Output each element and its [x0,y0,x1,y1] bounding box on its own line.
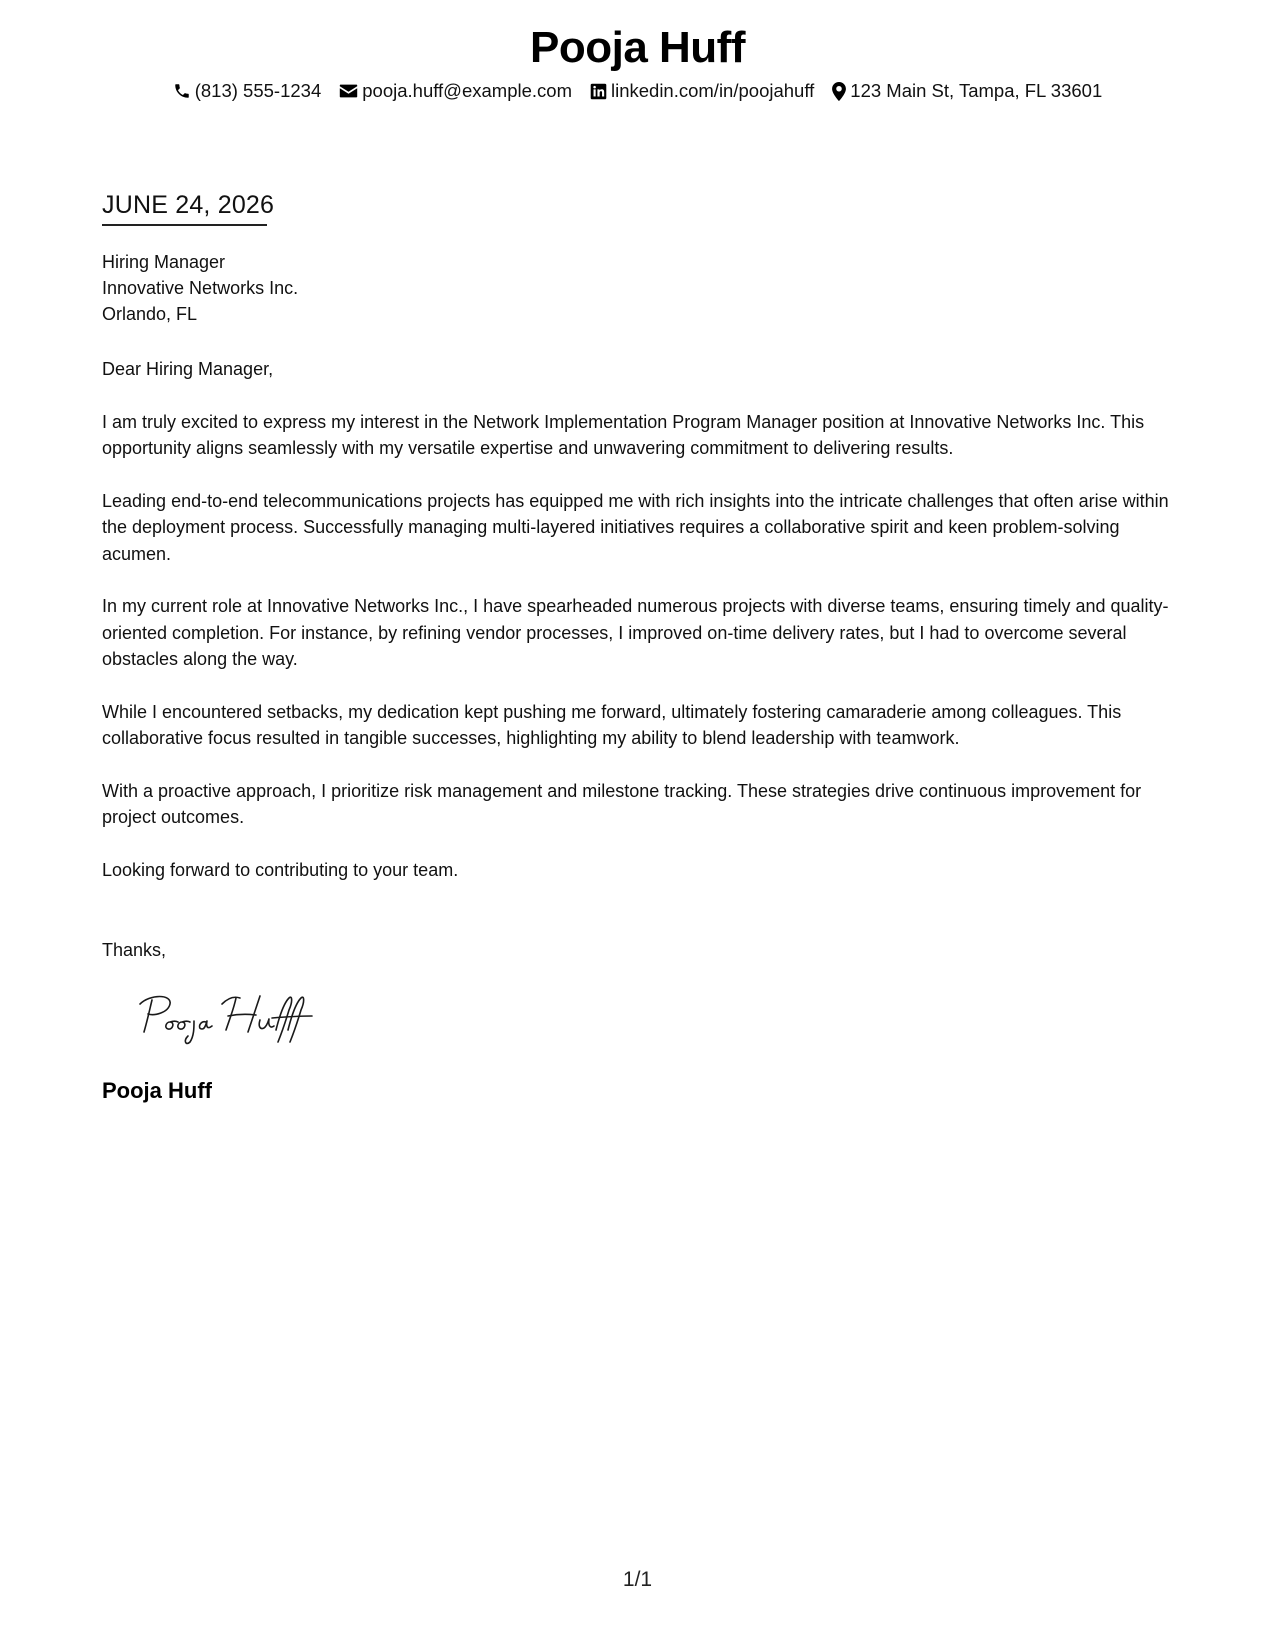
body-paragraph: I am truly excited to express my interest in the Network Implementation Program Manager position at Innovative Networks Inc. This opportunity aligns seamlessly with my versatile expertise and unwavering commitment to delivering results. [102,411,1145,458]
linkedin-text: linkedin.com/in/poojahuff [610,80,815,101]
recipient-company: Innovative Networks Inc. [102,278,299,298]
signed-name: Pooja Huff [102,1078,212,1103]
contact-email [339,79,572,103]
address-text: 123 Main St, Tampa, FL 33601 [850,80,1103,101]
date-underline [102,224,267,226]
phone-text: (813) 555-1234 [194,80,322,101]
contact-linkedin [590,79,814,103]
body-paragraph: Looking forward to contributing to your team. [102,859,459,880]
envelope-icon [339,83,358,99]
letter-body [102,356,1177,909]
closing-line: Thanks, [102,940,167,960]
map-pin-icon [832,82,846,101]
page-number: 1/1 [622,1568,653,1591]
contact-address [832,79,1102,103]
body-paragraph: In my current role at Innovative Networks Inc., I have spearheaded numerous projects with diverse teams, ensuring timely and quality-oriented completion. For instance, by refining vendor processes, I improved on-time delivery rates, but I had to overcome several obstacles along the way. [102,596,1169,669]
linkedin-icon [590,83,607,100]
body-paragraph: With a proactive approach, I prioritize risk management and milestone tracking. These strategies drive continuous improvement for project outcomes. [102,780,1142,827]
body-paragraph: While I encountered setbacks, my dedication kept pushing me forward, ultimately fostering camaraderie among colleagues. This collaborative focus resulted in tangible successes, highlighting my ability to blend leadership with teamwork. [102,701,1122,748]
body-paragraph: Leading end-to-end telecommunications projects has equipped me with rich insights into the intricate challenges that often arise within the deployment process. Successfully managing multi-layered initiatives requires a collaborative spirit and keen problem-solving acumen. [102,490,1169,564]
recipient-location: Orlando, FL [102,304,198,324]
email-text: pooja.huff@example.com [362,80,572,101]
letter-date-block [102,190,274,226]
phone-icon [173,82,191,100]
salutation: Dear Hiring Manager, [102,359,274,379]
letter-date: JUNE 24, 2026 [102,191,275,219]
contact-info-row [0,79,1275,103]
applicant-name: Pooja Huff [530,23,745,72]
recipient-block [102,249,298,327]
recipient-title: Hiring Manager [102,252,226,272]
contact-phone [173,79,322,103]
handwritten-signature [136,988,326,1046]
